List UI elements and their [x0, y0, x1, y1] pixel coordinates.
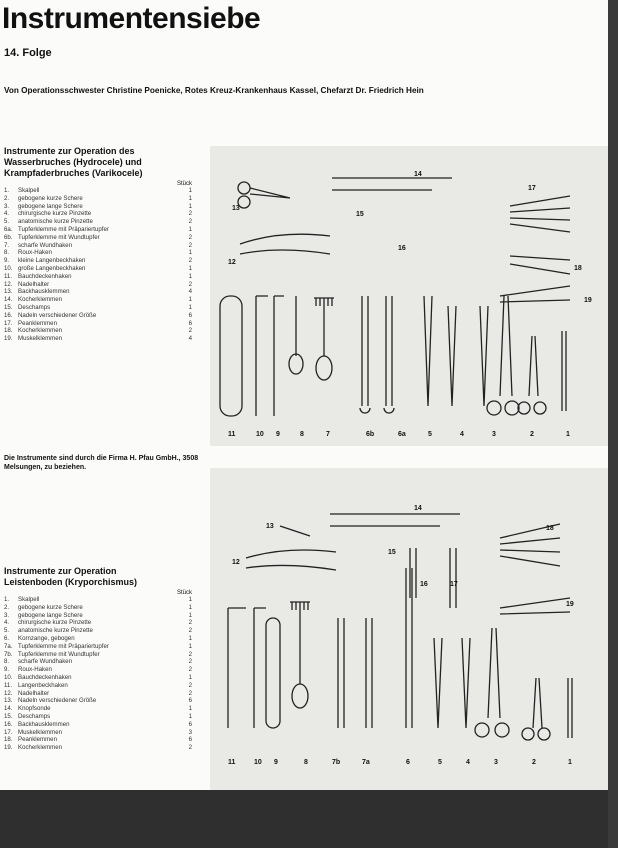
item-number: 3.: [4, 202, 10, 210]
list-item: [4, 335, 200, 343]
item-name: anatomische kurze Pinzette: [18, 218, 93, 226]
dressing-forceps-icon: [406, 568, 412, 728]
list-item: [4, 705, 200, 713]
item-name: kleine Langenbeckhaken: [18, 257, 86, 265]
list-item: [4, 242, 200, 250]
item-number: 8.: [4, 658, 10, 666]
sponge-forceps-icon: [338, 618, 344, 728]
item-quantity: 2: [188, 681, 192, 689]
item-name: gebogene kurze Schere: [18, 194, 83, 202]
list-item: [4, 651, 200, 659]
list-item: [4, 187, 200, 195]
list-item: [4, 226, 200, 234]
retractor-icon: [228, 608, 246, 728]
item-number: 9.: [4, 257, 10, 265]
list-item: [4, 744, 200, 752]
item-name: Langenbeckhaken: [18, 681, 68, 689]
instrument-photo-1: [210, 146, 608, 446]
item-number: 1.: [4, 596, 10, 603]
figure-number-label: 7: [326, 431, 330, 438]
tweezers-icon: [480, 306, 488, 406]
figure-number-label: 16: [420, 581, 428, 588]
scissors-icon: [533, 678, 542, 728]
item-quantity: 1: [188, 611, 192, 619]
item-quantity: 1: [188, 712, 192, 720]
item-quantity: 6: [188, 720, 192, 728]
item-number: 12.: [4, 280, 13, 288]
series-number: 14. Folge: [4, 47, 52, 59]
figure-number-label: 4: [466, 759, 470, 766]
item-quantity: 2: [188, 650, 192, 658]
figure-number-label: 10: [256, 431, 264, 438]
deschamps-icon: [330, 514, 460, 526]
list-item: [4, 203, 200, 211]
needle-holder-icon: [246, 550, 336, 570]
clamp-ring-icon: [238, 196, 250, 208]
scissors-ring-icon: [475, 723, 489, 737]
list-item: [4, 619, 200, 627]
kocher-clamps-icon: [510, 256, 570, 274]
sponge-forceps-icon: [366, 618, 372, 728]
item-quantity: 1: [188, 194, 192, 202]
item-name: Nadelhalter: [18, 689, 50, 697]
backhaus-clamps-icon: [410, 548, 416, 598]
item-quantity: 1: [188, 202, 192, 210]
item-quantity: 2: [188, 210, 192, 218]
item-name: Backhausklemmen: [18, 288, 70, 296]
list-item: [4, 257, 200, 265]
figure-number-label: 12: [232, 559, 240, 566]
quantity-column-header: Stück: [176, 590, 192, 596]
scissors-ring-icon: [487, 401, 501, 415]
item-number: 14.: [4, 705, 13, 713]
list-item: [4, 643, 200, 651]
figure-number-label: 5: [428, 431, 432, 438]
figure-number-label: 11: [228, 431, 236, 438]
item-name: Skalpell: [18, 187, 40, 194]
scissors-ring-icon: [522, 728, 534, 740]
hook-icon: [254, 608, 266, 728]
scissors-ring-icon: [495, 723, 509, 737]
hook-icon: [256, 296, 268, 416]
section-heading: Instrumente zur Operation des Wasserbruches (Hydrocele) und Krampfaderbruches (Varikocele): [4, 146, 143, 178]
sponge-forceps-icon: [384, 296, 394, 413]
item-number: 19.: [4, 744, 13, 752]
item-number: 7b.: [4, 650, 13, 658]
item-quantity: 1: [188, 272, 192, 280]
scissors-icon: [500, 296, 512, 396]
scissors-icon: [488, 628, 500, 718]
scissors-ring-icon: [534, 402, 546, 414]
list-item: [4, 713, 200, 721]
muscle-clamps-icon: [500, 286, 570, 302]
item-quantity: 1: [188, 249, 192, 257]
item-quantity: 2: [188, 619, 192, 627]
section-hydrocele: [4, 146, 200, 343]
list-item: [4, 674, 200, 682]
scissors-ring-icon: [518, 402, 530, 414]
figure-number-label: 18: [574, 265, 582, 272]
item-number: 5.: [4, 218, 10, 226]
list-item: [4, 249, 200, 257]
item-number: 16.: [4, 720, 13, 728]
list-item: [4, 296, 200, 304]
list-item: [4, 736, 200, 744]
list-item: [4, 304, 200, 312]
item-name: Kocherklemmen: [18, 744, 63, 752]
figure-number-label: 6: [406, 759, 410, 766]
figure-number-label: 10: [254, 759, 262, 766]
figure-number-label: 6a: [398, 431, 406, 438]
item-quantity: 1: [188, 673, 192, 681]
roux-hook-icon: [266, 618, 280, 728]
list-item: [4, 234, 200, 242]
clamp-ring-icon: [238, 182, 250, 194]
item-quantity: 1: [188, 634, 192, 642]
towel-clamp-icon: [280, 526, 310, 536]
hook-icon: [274, 296, 284, 416]
item-name: Peanklemmen: [18, 736, 57, 744]
item-quantity: 6: [188, 736, 192, 744]
instrument-illustration: [210, 468, 608, 790]
tweezers-icon: [434, 638, 442, 728]
rake-ring-icon: [292, 684, 308, 708]
list-item: [4, 320, 200, 328]
list-item: [4, 627, 200, 635]
scissors-ring-icon: [538, 728, 550, 740]
item-name: scharfe Wundhaken: [18, 658, 73, 666]
item-quantity: 2: [188, 666, 192, 674]
list-item: [4, 312, 200, 320]
page-bottom-shadow: [0, 790, 608, 848]
figure-number-label: 11: [228, 759, 236, 766]
item-name: Backhausklemmen: [18, 720, 70, 728]
item-number: 13.: [4, 288, 13, 296]
item-number: 18.: [4, 736, 13, 744]
item-number: 10.: [4, 673, 13, 681]
figure-number-label: 15: [388, 549, 396, 556]
figure-number-label: 8: [300, 431, 304, 438]
needle-holder-icon: [240, 234, 330, 254]
list-item: [4, 281, 200, 289]
figure-number-label: 18: [546, 525, 554, 532]
item-name: Nadelhalter: [18, 280, 50, 288]
rake-ring-icon: [316, 356, 332, 380]
figure-number-label: 8: [304, 759, 308, 766]
item-name: Tupferklemme mit Wundtupfer: [18, 233, 100, 241]
item-number: 8.: [4, 249, 10, 257]
list-item: [4, 612, 200, 620]
list-item: [4, 327, 200, 335]
item-quantity: 6: [188, 319, 192, 327]
item-name: gebogene kurze Schere: [18, 603, 83, 611]
item-quantity: 1: [188, 187, 192, 194]
page-edge-shadow: [608, 0, 618, 848]
item-number: 6.: [4, 634, 10, 642]
item-number: 3.: [4, 611, 10, 619]
figure-number-label: 1: [566, 431, 570, 438]
figure-number-label: 9: [276, 431, 280, 438]
tweezers-icon: [448, 306, 456, 406]
item-name: gebogene lange Schere: [18, 202, 83, 210]
list-item: [4, 210, 200, 218]
figure-number-label: 3: [492, 431, 496, 438]
item-number: 10.: [4, 264, 13, 272]
item-name: Deschamps: [18, 712, 51, 720]
item-quantity: 1: [188, 603, 192, 611]
item-number: 7a.: [4, 642, 13, 650]
item-quantity: 1: [188, 264, 192, 272]
figure-number-label: 1: [568, 759, 572, 766]
retractor-tray-icon: [220, 296, 242, 416]
deschamps-icon: [332, 178, 452, 190]
item-name: Roux-Haken: [18, 666, 52, 674]
item-quantity: 1: [188, 225, 192, 233]
list-item: [4, 666, 200, 674]
list-item: [4, 596, 200, 604]
item-quantity: 2: [188, 627, 192, 635]
item-name: Kocherklemmen: [18, 296, 63, 304]
item-quantity: 6: [188, 311, 192, 319]
figure-number-label: 19: [584, 297, 592, 304]
list-item: [4, 273, 200, 281]
item-name: Knopfsonde: [18, 705, 51, 713]
item-number: 2.: [4, 194, 10, 202]
item-name: Tupferklemme mit Wundtupfer: [18, 650, 100, 658]
item-name: gebogene lange Schere: [18, 611, 83, 619]
item-quantity: 6: [188, 697, 192, 705]
figure-number-label: 7b: [332, 759, 341, 766]
figure-number-label: 3: [494, 759, 498, 766]
item-number: 12.: [4, 689, 13, 697]
list-item: [4, 218, 200, 226]
quantity-column-header: Stück: [176, 181, 192, 187]
instrument-photo-2: [210, 468, 608, 790]
scalpel-icon: [562, 331, 566, 411]
item-quantity: 1: [188, 705, 192, 713]
list-item: [4, 635, 200, 643]
item-name: Deschamps: [18, 303, 51, 311]
item-number: 9.: [4, 666, 10, 674]
list-item: [4, 690, 200, 698]
figure-number-label: 2: [532, 759, 536, 766]
figure-number-label: 5: [438, 759, 442, 766]
item-name: Bauchdeckenhaken: [18, 272, 72, 280]
item-number: 14.: [4, 296, 13, 304]
item-number: 16.: [4, 311, 13, 319]
list-item: [4, 195, 200, 203]
item-name: große Langenbeckhaken: [18, 264, 86, 272]
page-title: Instrumentensiebe: [2, 2, 261, 35]
item-name: Kornzange, gebogen: [18, 634, 75, 642]
figure-number-label: 12: [228, 259, 236, 266]
tweezers-icon: [462, 638, 470, 728]
instrument-list: [4, 596, 200, 752]
instrument-list: [4, 187, 200, 343]
figure-number-label: 4: [460, 431, 464, 438]
list-item: [4, 658, 200, 666]
item-number: 6b.: [4, 233, 13, 241]
item-number: 4.: [4, 619, 10, 627]
item-name: Bauchdeckenhaken: [18, 673, 72, 681]
kocher-clamps-icon: [500, 598, 570, 614]
item-number: 17.: [4, 319, 13, 327]
section-cryptorchismus: [4, 566, 200, 752]
item-quantity: 2: [188, 744, 192, 752]
item-number: 6a.: [4, 225, 13, 233]
item-number: 1.: [4, 187, 10, 194]
item-name: chirurgische kurze Pinzette: [18, 210, 92, 218]
figure-number-label: 9: [274, 759, 278, 766]
item-quantity: 3: [188, 728, 192, 736]
item-name: anatomische kurze Pinzette: [18, 627, 93, 635]
list-item: [4, 604, 200, 612]
figure-number-label: 7a: [362, 759, 370, 766]
figure-number-label: 16: [398, 245, 406, 252]
item-quantity: 1: [188, 596, 192, 603]
item-number: 15.: [4, 712, 13, 720]
supplier-note: Die Instrumente sind durch die Firma H. Pfau GmbH., 3508 Melsungen, zu beziehen.: [4, 455, 199, 471]
item-number: 11.: [4, 272, 13, 280]
item-name: Tupferklemme mit Präpariertupfer: [18, 642, 109, 650]
item-quantity: 2: [188, 241, 192, 249]
item-quantity: 2: [188, 218, 192, 226]
clamp-icon: [250, 188, 290, 198]
muscle-clamps-icon: [450, 548, 456, 608]
item-quantity: 4: [188, 288, 192, 296]
item-name: Roux-Haken: [18, 249, 52, 257]
item-quantity: 1: [188, 303, 192, 311]
item-name: Nadeln verschiedener Größe: [18, 697, 97, 705]
figure-number-label: 6b: [366, 431, 375, 438]
scalpel-icon: [568, 678, 572, 738]
item-quantity: 2: [188, 327, 192, 335]
figure-number-label: 14: [414, 171, 422, 178]
figure-number-label: 17: [450, 581, 458, 588]
item-number: 19.: [4, 335, 13, 343]
item-number: 2.: [4, 603, 10, 611]
item-quantity: 2: [188, 257, 192, 265]
author-byline: Von Operationsschwester Christine Poenicke, Rotes Kreuz-Krankenhaus Kassel, Chefarzt Dr. Friedrich Hein: [4, 86, 424, 95]
list-item: [4, 682, 200, 690]
item-name: Muskelklemmen: [18, 335, 63, 343]
item-quantity: 2: [188, 658, 192, 666]
rake-icon: [290, 602, 310, 684]
item-quantity: 2: [188, 689, 192, 697]
figure-number-label: 2: [530, 431, 534, 438]
item-quantity: 4: [188, 335, 192, 343]
list-item: [4, 721, 200, 729]
scissors-ring-icon: [505, 401, 519, 415]
scissors-icon: [529, 336, 538, 396]
item-name: chirurgische kurze Pinzette: [18, 619, 92, 627]
item-name: Nadeln verschiedener Größe: [18, 311, 97, 319]
item-number: 18.: [4, 327, 13, 335]
list-item: [4, 265, 200, 273]
figure-number-label: 15: [356, 211, 364, 218]
item-number: 5.: [4, 627, 10, 635]
item-number: 11.: [4, 681, 13, 689]
sponge-forceps-icon: [360, 296, 370, 413]
list-item: [4, 288, 200, 296]
tweezers-icon: [424, 296, 432, 406]
item-quantity: 1: [188, 642, 192, 650]
item-quantity: 1: [188, 296, 192, 304]
pean-clamps-icon: [510, 196, 570, 232]
section-heading: Instrumente zur Operation Leistenboden (Kryporchismus): [4, 566, 138, 587]
item-number: 4.: [4, 210, 10, 218]
instrument-illustration: [210, 146, 608, 446]
item-number: 7.: [4, 241, 10, 249]
item-name: Peanklemmen: [18, 319, 57, 327]
figure-number-label: 13: [266, 523, 274, 530]
item-quantity: 2: [188, 280, 192, 288]
list-item: [4, 729, 200, 737]
item-name: Tupferklemme mit Präpariertupfer: [18, 225, 109, 233]
item-name: Skalpell: [18, 596, 40, 603]
figure-number-label: 14: [414, 505, 422, 512]
figure-number-label: 13: [232, 205, 240, 212]
item-name: Kocherklemmen: [18, 327, 63, 335]
figure-number-label: 19: [566, 601, 574, 608]
figure-number-label: 17: [528, 185, 536, 192]
item-name: scharfe Wundhaken: [18, 241, 73, 249]
item-quantity: 2: [188, 233, 192, 241]
item-number: 13.: [4, 697, 13, 705]
item-number: 15.: [4, 303, 13, 311]
rake-icon: [314, 298, 334, 356]
list-item: [4, 697, 200, 705]
item-number: 17.: [4, 728, 13, 736]
hook-ring-icon: [289, 354, 303, 374]
item-name: Muskelklemmen: [18, 728, 63, 736]
